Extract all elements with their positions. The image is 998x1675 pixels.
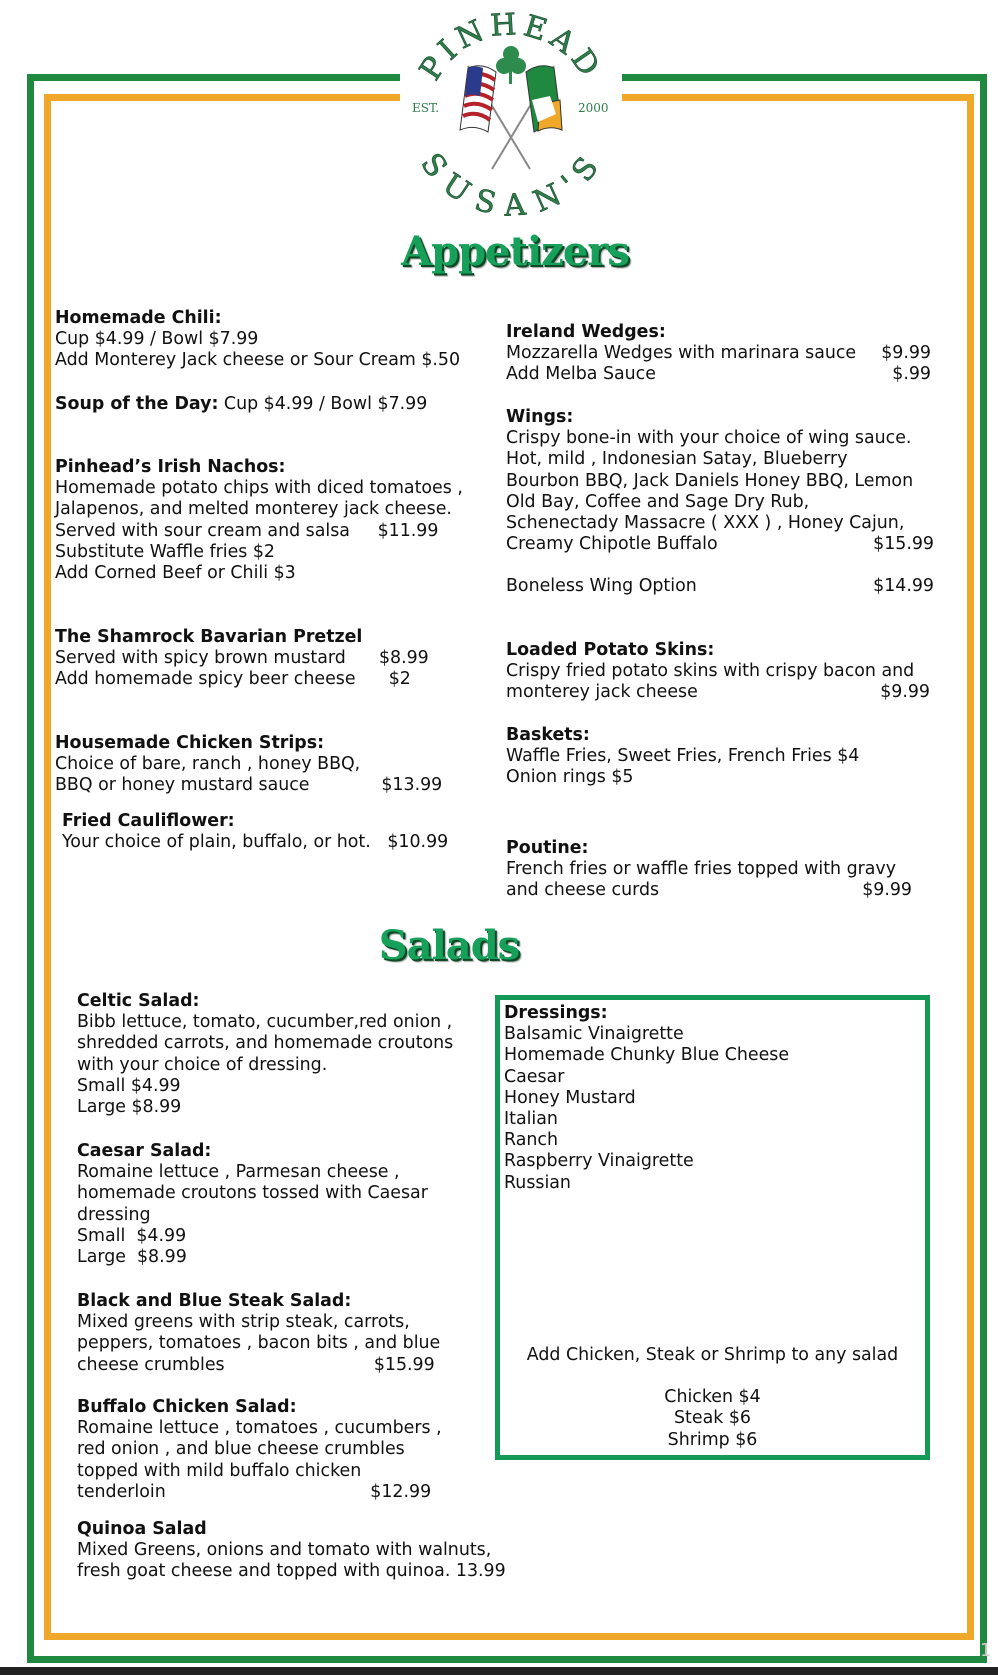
item-line: fresh goat cheese and topped with quinoa. 13.99 [77,1561,506,1582]
item-name: Fried Cauliflower: [62,811,235,831]
menu-item-soup-of-the-day [55,394,427,415]
item-line: peppers, tomatoes , bacon bits , and blue [77,1333,441,1354]
menu-item-black-blue-steak-salad [77,1291,440,1376]
addons-heading: Add Chicken, Steak or Shrimp to any salad [526,1345,899,1365]
item-line: Crispy bone-in with your choice of wing sauce. [506,428,912,449]
item-row-text: and cheese curds [506,880,660,901]
dressings-list [504,1003,789,1194]
item-inline-text: Cup $4.99 / Bowl $7.99 [218,394,428,414]
item-line: dressing [77,1204,151,1225]
menu-item-caesar-salad [77,1141,428,1268]
item-line: Cup $4.99 / Bowl $7.99 [55,329,259,350]
item-row-price: $15.99 [873,534,934,555]
item-line: tenderloin $12.99 [77,1481,432,1502]
item-line: Small $4.99 [77,1075,181,1096]
item-line: Small $4.99 [77,1225,187,1246]
item-line: Your choice of plain, buffalo, or hot. $10.99 [62,832,449,853]
item-row-text: Creamy Chipotle Buffalo [506,534,718,555]
menu-item-quinoa-salad [77,1519,506,1583]
item-name: The Shamrock Bavarian Pretzel [55,627,363,647]
item-price-row [506,343,931,364]
logo-year: 2000 [578,101,609,115]
item-line: Mixed greens with strip steak, carrots, [77,1312,410,1333]
item-line: Choice of bare, ranch , honey BBQ, [55,754,361,775]
pinhead-susans-logo [400,4,622,216]
item-line: Add homemade spicy beer cheese $2 [55,669,411,690]
item-price-row [506,682,930,703]
item-row-price: $9.99 [881,343,931,364]
item-line: Add Monterey Jack cheese or Sour Cream $.50 [55,350,461,371]
logo-graphic [400,4,622,216]
item-line: shredded carrots, and homemade croutons [77,1033,454,1054]
logo-est-label: EST. [412,101,440,115]
salads-title: Salads [378,922,520,969]
shamrock-icon [496,46,526,84]
addon-option: Steak $6 [674,1408,751,1429]
item-name: Baskets: [506,725,590,745]
menu-item-ireland-wedges [506,322,931,386]
item-name: Poutine: [506,838,589,858]
dressing-option: Honey Mustard [504,1087,636,1108]
menu-item-irish-nachos [55,457,463,584]
menu-item-buffalo-chicken-salad [77,1397,442,1503]
menu-item-shamrock-pretzel [55,627,429,691]
menu-item-celtic-salad [77,991,453,1118]
dressings-title: Dressings: [504,1003,608,1023]
menu-item-chicken-strips [55,733,442,797]
item-name: Black and Blue Steak Salad: [77,1291,352,1311]
item-line: Homemade potato chips with diced tomatoes , [55,478,463,499]
dressings-box [495,995,930,1460]
item-row-price: $.99 [892,364,931,385]
item-name: Caesar Salad: [77,1141,212,1161]
item-row-text: Boneless Wing Option [506,576,697,596]
item-line: Add Corned Beef or Chili $3 [55,563,296,584]
item-name: Wings: [506,407,574,427]
item-line: homemade croutons tossed with Caesar [77,1183,428,1204]
item-line: with your choice of dressing. [77,1054,328,1075]
bottom-edge-bar [0,1667,998,1675]
menu-item-baskets [506,725,859,789]
item-name: Pinhead’s Irish Nachos: [55,457,286,477]
item-price-row [506,576,934,597]
item-line: Romaine lettuce , Parmesan cheese , [77,1162,400,1183]
item-line: Large $8.99 [77,1097,182,1118]
svg-text:SUSAN'S [414,147,608,216]
item-line: Bibb lettuce, tomato, cucumber,red onion , [77,1012,453,1033]
dressing-option: Russian [504,1172,571,1193]
item-row-price: $9.99 [862,880,912,901]
item-line: Served with sour cream and salsa $11.99 [55,520,439,541]
item-line: Large $8.99 [77,1247,187,1268]
dressing-option: Caesar [504,1066,565,1087]
item-name: Quinoa Salad [77,1519,207,1539]
logo-bottom-text: SUSAN'S [413,146,609,216]
item-name: Soup of the Day: [55,394,219,414]
item-line: Bourbon BBQ, Jack Daniels Honey BBQ, Lemon [506,470,914,491]
dressing-option: Raspberry Vinaigrette [504,1151,694,1172]
item-price-row [506,534,934,555]
dressing-option: Italian [504,1109,558,1130]
menu-item-wings [506,407,934,555]
item-line: Crispy fried potato skins with crispy bacon and [506,661,915,682]
item-row-price: $9.99 [880,682,930,703]
dressing-option: Homemade Chunky Blue Cheese [504,1045,790,1066]
item-name: Ireland Wedges: [506,322,666,342]
american-flag-icon [460,66,496,132]
page-number: 1 [980,1640,992,1661]
item-line: Hot, mild , Indonesian Satay, Blueberry [506,449,848,470]
appetizers-title: Appetizers [401,228,629,275]
item-name: Celtic Salad: [77,991,200,1011]
item-line: cheese crumbles $15.99 [77,1354,435,1375]
dressing-option: Ranch [504,1130,558,1151]
item-line: Schenectady Massacre ( XXX ) , Honey Cajun, [506,513,905,534]
item-line: BBQ or honey mustard sauce $13.99 [55,775,443,796]
item-line: Mixed Greens, onions and tomato with walnuts, [77,1540,492,1561]
irish-flag-icon [526,66,562,132]
item-line: Substitute Waffle fries $2 [55,541,275,562]
item-line: Waffle Fries, Sweet Fries, French Fries $4 [506,746,860,767]
addons-spacer [500,1366,925,1387]
item-line: topped with mild buffalo chicken [77,1460,362,1481]
item-line: Old Bay, Coffee and Sage Dry Rub, [506,491,810,512]
item-name: Buffalo Chicken Salad: [77,1397,297,1417]
item-name: Housemade Chicken Strips: [55,733,325,753]
item-line: Jalapenos, and melted monterey jack cheese. [55,499,452,520]
menu-item-loaded-potato-skins [506,640,930,704]
menu-item-boneless-wings [506,576,934,597]
item-line: Romaine lettuce , tomatoes , cucumbers , [77,1418,442,1439]
item-name: Loaded Potato Skins: [506,640,715,660]
item-name: Homemade Chili: [55,308,222,328]
item-line: Onion rings $5 [506,767,634,788]
menu-item-homemade-chili [55,308,460,372]
item-price-row [506,880,912,901]
dressing-option: Balsamic Vinaigrette [504,1024,684,1045]
item-line: Served with spicy brown mustard $8.99 [55,648,429,669]
salad-addons [500,1345,925,1451]
item-row-text: monterey jack cheese [506,682,698,703]
menu-item-poutine [506,838,912,902]
item-row-text: Add Melba Sauce [506,364,656,385]
item-row-price: $14.99 [873,576,934,596]
addon-option: Shrimp $6 [667,1429,758,1450]
item-line: French fries or waffle fries topped with gravy [506,859,897,880]
addon-option: Chicken $4 [664,1387,761,1408]
item-price-row [506,364,931,385]
menu-item-fried-cauliflower [62,811,448,853]
logo-top-text: PINHEAD [413,7,609,87]
item-row-text: Mozzarella Wedges with marinara sauce [506,343,857,364]
item-line: red onion , and blue cheese crumbles [77,1439,405,1460]
